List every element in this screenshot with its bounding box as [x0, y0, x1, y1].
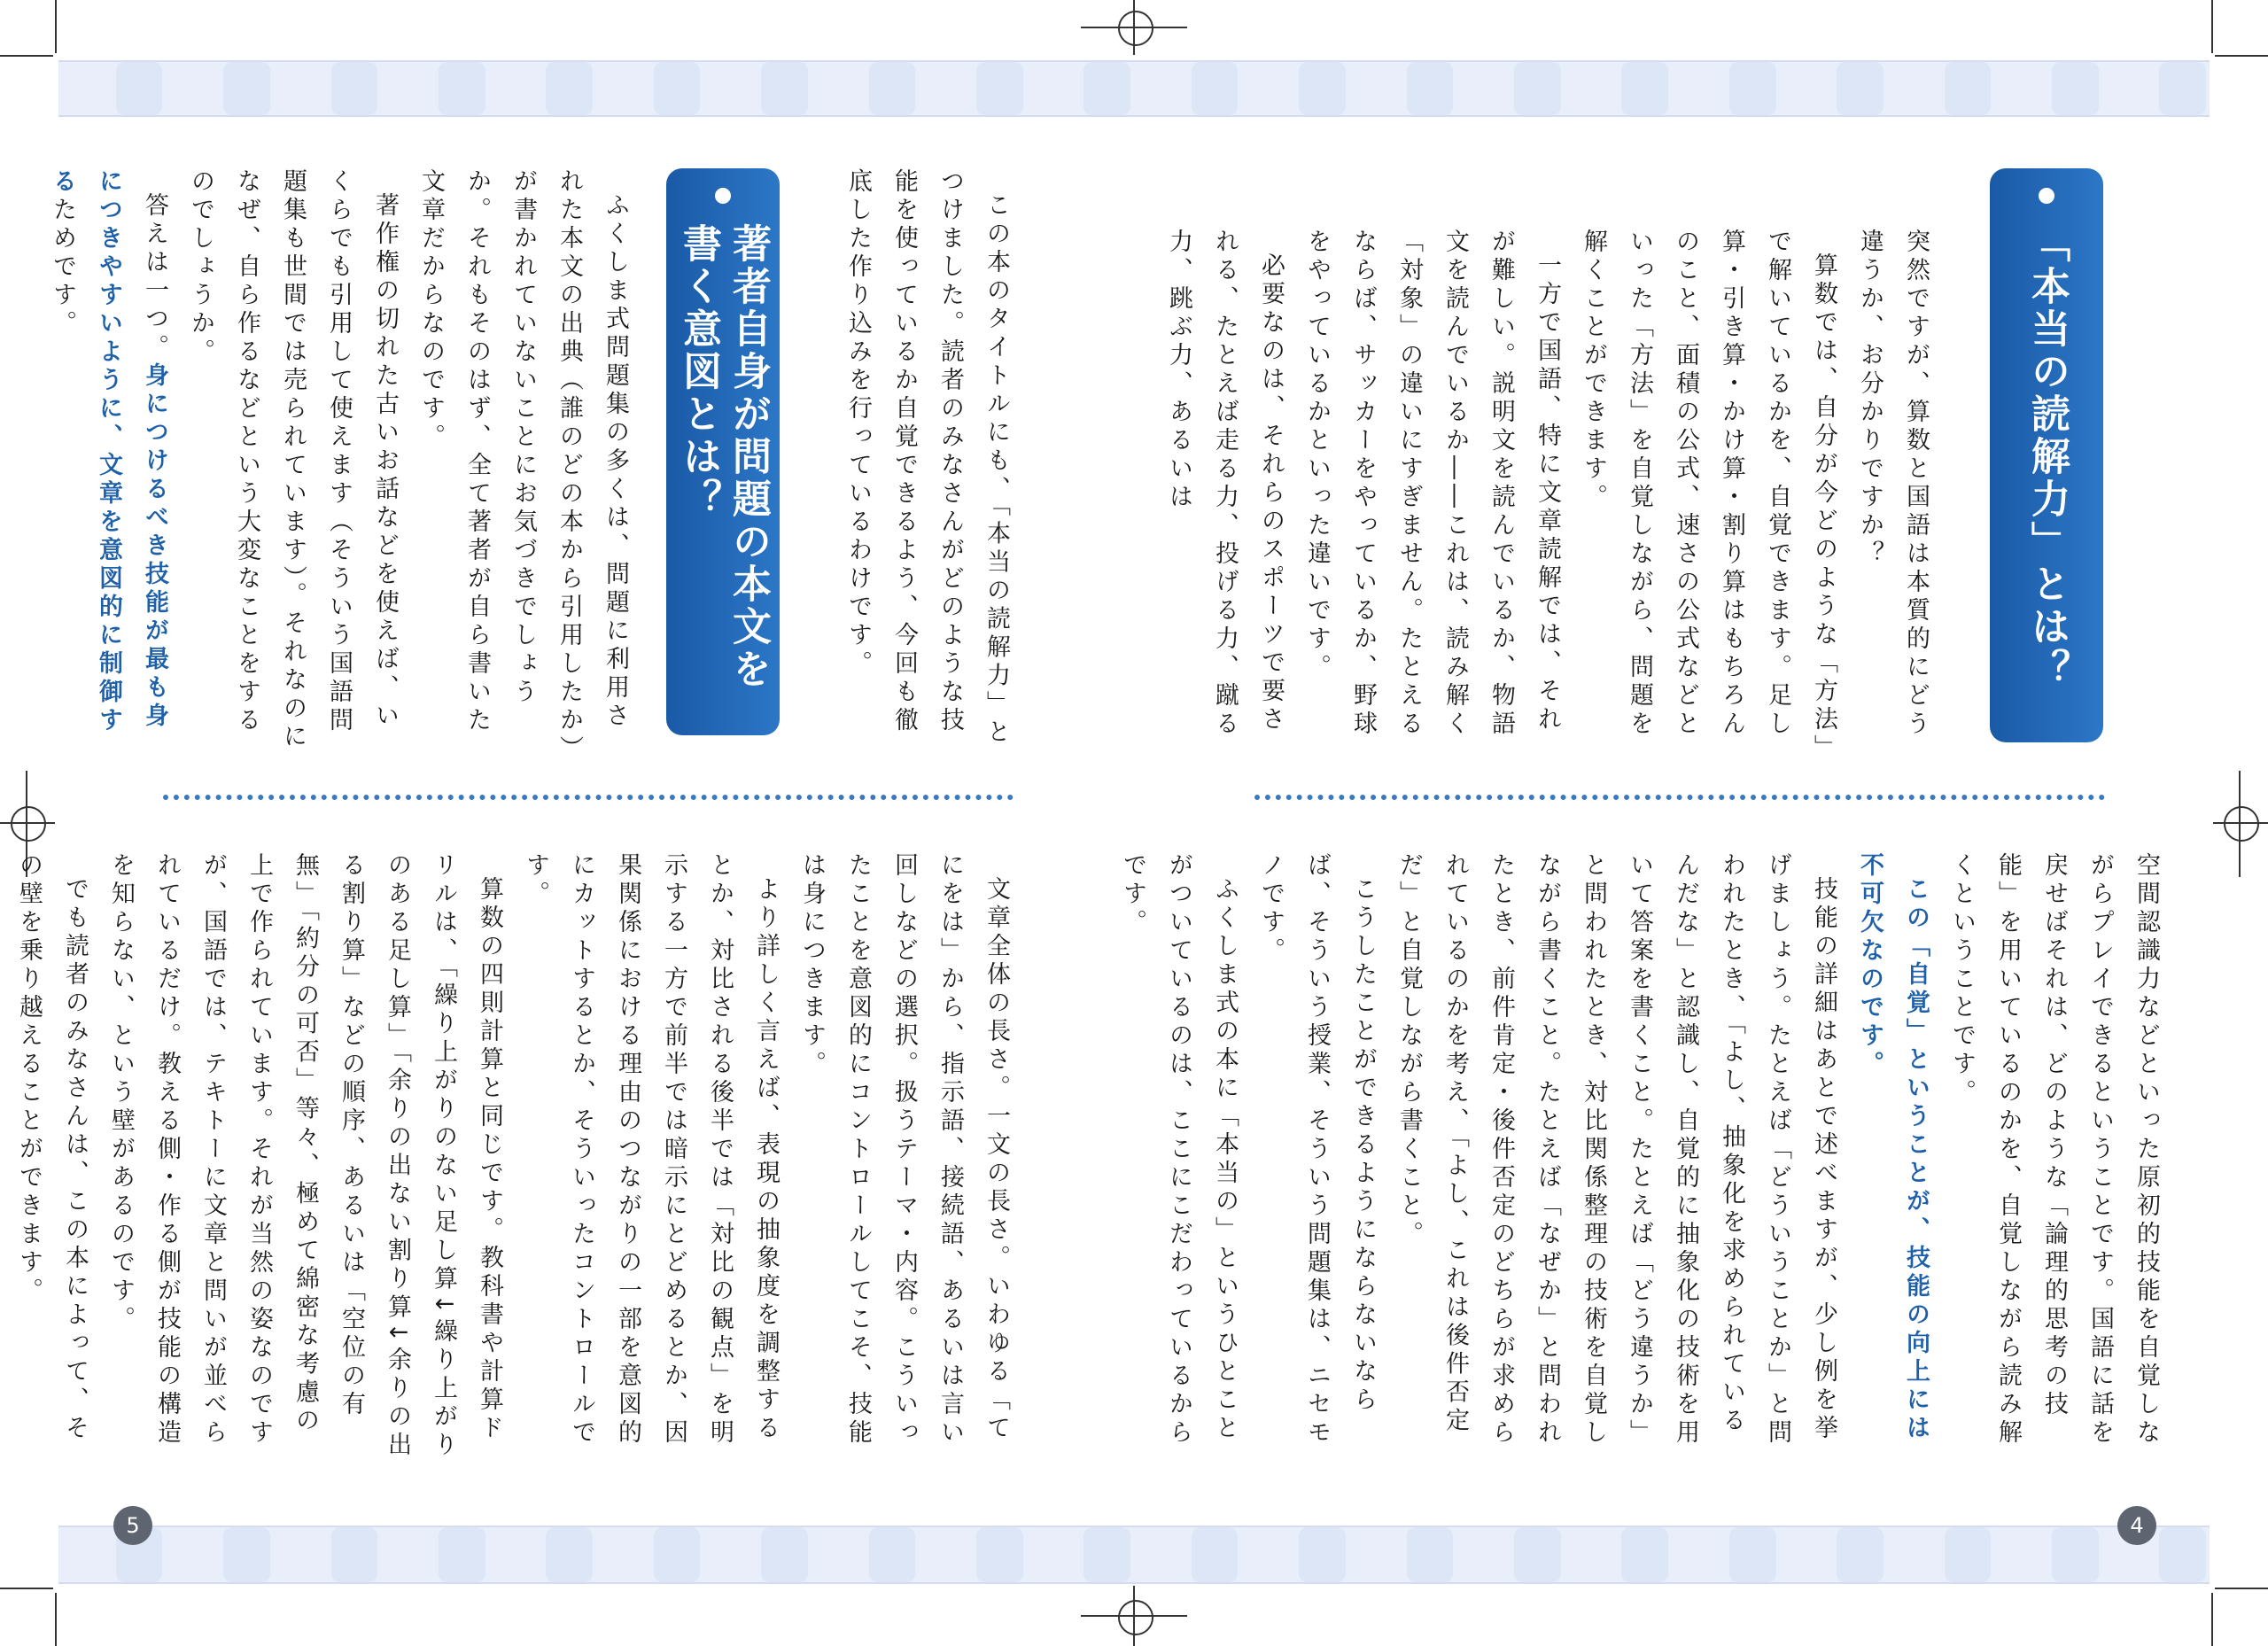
left-bottom-paragraph: より詳しく言えば、表現の抽象度を調整するとか、対比される後半では「対比の観点」を明示する一方で前半では暗示にとどめるとか、因果関係における理由のつながりの一部を意図的にカットするとか、そういったコントロールです。	[522, 852, 780, 1448]
right-bottom-paragraph: こうしたことができるようにならないならば、そういう授業、そういう問題集は、ニセモノです。	[1257, 852, 1377, 1448]
right-section-divider	[1254, 795, 2105, 800]
left-heading: 著者自身が問題の本文を書く意図とは？	[676, 223, 771, 691]
right-bottom-body	[1119, 852, 2169, 1464]
right-heading-tab	[1990, 168, 2103, 742]
left-top-body	[49, 168, 638, 753]
left-top-answer	[39, 168, 177, 753]
left-bottom-paragraph: 文章全体の長さ。一文の長さ。いわゆる「てにをは」から、指示語、接続語、あるいは言い回しなどの選択。扱うテーマ・内容。こういったことを意図的にコントロールしてこそ、技能は身につきます。	[798, 852, 1010, 1448]
left-intro-paragraph: この本のタイトルにも、「本当の読解力」とつけました。読者のみなさんがどのような技能を使っているか自覚できるよう、今回も徹底した作り込みを行っているわけです。	[844, 168, 1010, 748]
page-number-right: 4	[2117, 1506, 2156, 1545]
right-top-paragraph: 突然ですが、算数と国語は本質的にどう違うか、お分かりですか？	[1856, 229, 1930, 739]
right-bottom-paragraph: 技能の詳細はあとで述べますが、少し例を挙げましょう。たとえば「どういうことか」と問われたとき、「よし、抽象化を求められているんだな」と認識し、自覚的に抽象化の技術を用いて答案を書くこと。たとえば「どう違うか」と問われたとき、対比関係整理の技術を自覚しながら書くこと。たとえば「なぜか」と問われたとき、前件肯定・後件否定のどちらが求められているのかを考え、「よし、これは後件否定だ」と自覚しながら書くこと。	[1395, 852, 1837, 1448]
left-heading-tab	[666, 168, 780, 735]
answer-tail: ためです。	[49, 197, 76, 338]
left-top-paragraph: 著作権の切れた古いお話などを使えば、いくらでも引用して使えます（そういう国語問題集も世間では売られています）。それなのになぜ、自ら作るなどという大変なことをするのでしょうか。	[187, 168, 399, 752]
left-bottom-body	[15, 852, 1019, 1464]
left-section-divider	[163, 795, 1014, 800]
top-decorative-band	[58, 60, 2210, 117]
right-top-paragraph: 一方で国語、特に文章読解では、それが難しい。説明文を読んでいるか、物語文を読んでいるか――これは、読み解く「対象」の違いにすぎません。たとえるならば、サッカーをやっているか、野球をやっているかといった違いです。	[1303, 229, 1561, 739]
heading-bullet-icon	[2039, 188, 2054, 204]
right-heading: 「本当の読解力」とは？	[2024, 223, 2070, 691]
left-bottom-paragraph: 算数の四則計算と同じです。教科書や計算ドリルは、「繰り上がりのない足し算↓繰り上がりのある足し算」「余りの出ない割り算↓余りの出る割り算」などの順序、あるいは「空位の有無」「約分の可否」等々、極めて綿密な考慮の上で作られています。それが当然の姿なのですが、国語では、テキトーに文章と問いが並べられているだけ。教える側・作る側が技能の構造を知らない、という壁があるのです。	[107, 852, 503, 1461]
bottom-decorative-band	[58, 1526, 2210, 1584]
answer-lead: 答えは一つ。	[141, 192, 168, 362]
right-bottom-emphasis: この「自覚」ということが、技能の向上には不可欠なのです。	[1856, 852, 1930, 1443]
right-top-paragraph: 算数では、自分が今どのような「方法」で解いているかを、自覚できます。足し算・引き算・かけ算・割り算はもちろんのこと、面積の公式、速さの公式などといった「方法」を自覚しながら、問題を解くことができます。	[1580, 229, 1837, 751]
left-bottom-paragraph: でも読者のみなさんは、この本によって、その壁を乗り越えることができます。	[15, 852, 89, 1443]
answer-emphasis: 身につけるべき技能が最も身につきやすいように、文章を意図的に制御する	[49, 168, 168, 735]
page-number-left: 5	[113, 1506, 152, 1545]
heading-bullet-icon	[715, 188, 731, 204]
right-top-paragraph: 必要なのは、それらのスポーツで要される、たとえば走る力、投げる力、蹴る力、跳ぶ力、あるいは	[1165, 229, 1285, 739]
right-bottom-paragraph: ふくしま式の本に「本当の」というひとことがついているのは、ここにこだわっているからです。	[1119, 852, 1239, 1448]
left-top-intro	[833, 168, 1019, 753]
right-bottom-lead: 空間認識力などといった原初的技能を自覚しながらプレイできるということです。国語に話を戻せばそれは、どのような「論理的思考の技能」を用いているのかを、自覚しながら読み解くということです。	[1948, 852, 2160, 1448]
left-top-paragraph: ふくしま式問題集の多くは、問題に利用された本文の出典（誰のどの本から引用したか）が書かれていないことにお気づきでしょうか。それもそのはず、全て著者が自ら書いた文章だからなのです。	[417, 168, 629, 752]
right-top-body	[1165, 229, 1938, 751]
